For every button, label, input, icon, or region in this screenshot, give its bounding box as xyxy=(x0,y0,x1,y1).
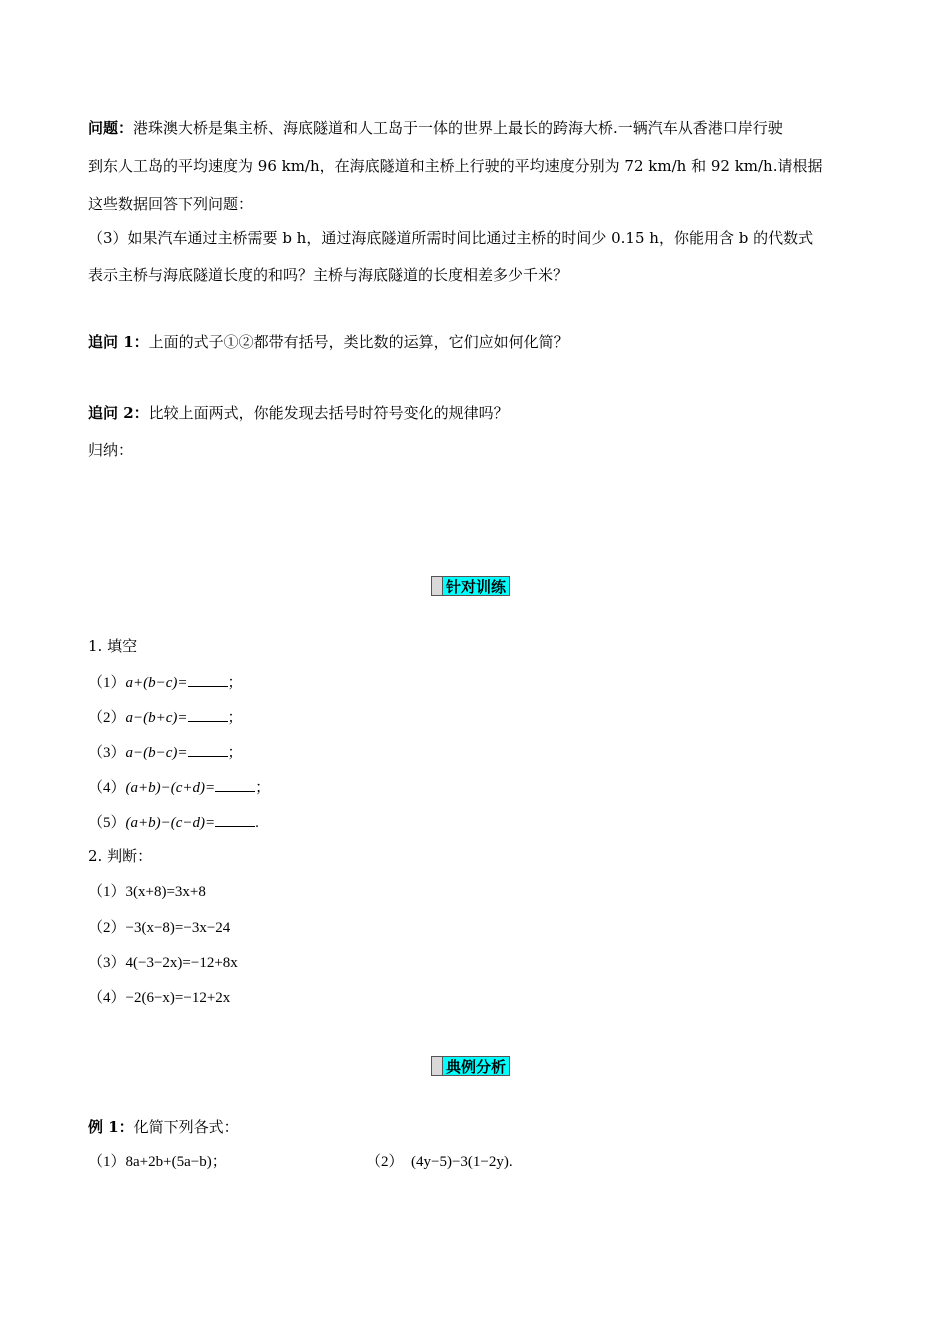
problem-line-3: 这些数据回答下列问题： xyxy=(88,195,254,213)
example-1-label: 例 1： xyxy=(88,1118,134,1136)
problem-line-1: 问题：港珠澳大桥是集主桥、海底隧道和人工岛于一体的世界上最长的跨海大桥.一辆汽车从香港口岸行驶 xyxy=(88,119,783,137)
exercise-2-title: 2. 判断： xyxy=(88,847,153,865)
problem-line-2: 到东人工岛的平均速度为 96 km/h，在海底隧道和主桥上行驶的平均速度分别为 72 km/h 和 92 km/h.请根据 xyxy=(88,157,823,175)
followup-1: 追问 1：上面的式子①②都带有括号，类比数的运算，它们应如何化简？ xyxy=(88,333,569,351)
answer-blank xyxy=(215,777,255,792)
summary-label: 归纳： xyxy=(88,441,134,459)
fill-item: （5）(a+b)−(c−d)= . xyxy=(88,812,259,833)
example-1-part-2: （2） (4y−5)−3(1−2y). xyxy=(366,1154,513,1170)
followup-2-label: 追问 2： xyxy=(88,404,149,422)
fill-item: （3）a−(b−c)= ； xyxy=(88,742,243,763)
section-marker xyxy=(431,576,443,596)
answer-blank xyxy=(188,672,228,687)
section-title: 典例分析 xyxy=(443,1056,510,1076)
question-3-line-1: （3）如果汽车通过主桥需要 b h，通过海底隧道所需时间比通过主桥的时间少 0.15 h，你能用含 b 的代数式 xyxy=(88,229,814,247)
exercise-1-title: 1. 填空 xyxy=(88,637,138,655)
section-marker xyxy=(431,1056,443,1076)
followup-2: 追问 2：比较上面两式，你能发现去括号时符号变化的规律吗？ xyxy=(88,404,509,422)
followup-1-label: 追问 1： xyxy=(88,333,149,351)
judge-item: （2）−3(x−8)=−3x−24 xyxy=(88,920,231,936)
section-heading-examples xyxy=(431,1056,519,1076)
answer-blank xyxy=(188,742,228,757)
section-heading-training xyxy=(431,576,519,596)
answer-blank xyxy=(188,707,228,722)
fill-item: （2）a−(b+c)= ； xyxy=(88,707,243,728)
fill-item: （1）a+(b−c)= ； xyxy=(88,672,243,693)
question-3-line-2: 表示主桥与海底隧道长度的和吗？主桥与海底隧道的长度相差多少千米？ xyxy=(88,266,569,284)
fill-item: （4）(a+b)−(c+d)= ； xyxy=(88,777,270,798)
judge-item: （4）−2(6−x)=−12+2x xyxy=(88,990,231,1006)
answer-blank xyxy=(215,812,255,827)
problem-label: 问题： xyxy=(88,119,134,137)
example-1-part-1: （1）8a+2b+(5a−b)； xyxy=(88,1154,227,1170)
example-1: 例 1：化简下列各式： xyxy=(88,1118,239,1136)
section-title: 针对训练 xyxy=(443,576,510,596)
judge-item: （3）4(−3−2x)=−12+8x xyxy=(88,955,238,971)
judge-item: （1）3(x+8)=3x+8 xyxy=(88,884,206,900)
